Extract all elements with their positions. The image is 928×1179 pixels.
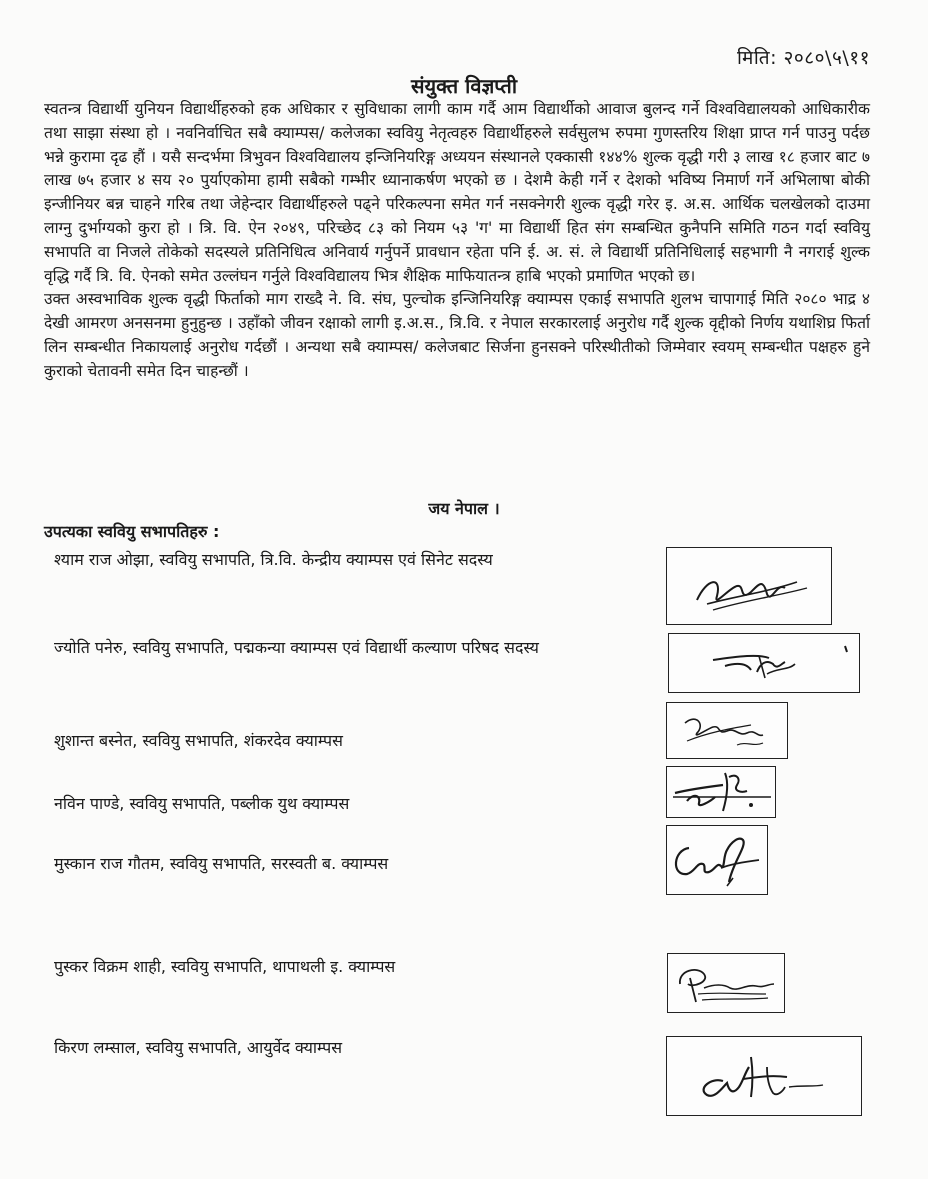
signatory-line-3: शुशान्त बस्नेत, स्ववियु सभापति, शंकरदेव क्याम्पस xyxy=(54,731,343,750)
signatories-heading: उपत्यका स्ववियु सभापतिहरु : xyxy=(44,522,220,541)
signatory-line-6: पुस्कर विक्रम शाही, स्ववियु सभापति, थापाथली इ. क्याम्पस xyxy=(54,957,396,976)
closing-salutation: जय नेपाल । xyxy=(428,499,500,518)
signature-4 xyxy=(667,767,775,817)
signature-3 xyxy=(667,703,787,758)
signature-6 xyxy=(668,954,784,1012)
signature-7 xyxy=(667,1037,861,1115)
signatory-line-2: ज्योति पनेरु, स्ववियु सभापति, पद्मकन्या क्याम्पस एवं विद्यार्थी कल्याण परिषद सदस्य xyxy=(54,638,539,657)
signature-box-3 xyxy=(666,702,788,759)
statement-paragraph-1: स्वतन्त्र विद्यार्थी युनियन विद्यार्थीहरुको हक अधिकार र सुविधाका लागी काम गर्दै आम विद्यार्थीको आवाज बुलन्द गर्ने विश्वविद्यालयको आधिकारीक तथा साझा संस्था हो । नवनिर्वाचित सबै क्याम्पस/ कलेजका स्ववियु नेतृत्वहरु विद्यार्थीहरुले सर्वसुलभ रुपमा गुणस्तरिय शिक्षा प्राप्त गर्न पाउनु पर्दछ भन्ने कुरामा दृढ हौं । यसै सन्दर्भमा त्रिभुवन विश्वविद्यालय इन्जिनियरिङ्ग अध्ययन संस्थानले एक्कासी १४४% शुल्क वृद्धी गरी ३ लाख १८ हजार बाट ७ लाख ७५ हजार ४ सय २० पुर्याएकोमा हामी सबैको गम्भीर ध्यानाकर्षण भएको छ । देशमै केही गर्ने र देशको भविष्य निमार्ण गर्ने अभिलाषा बोकी इन्जीनियर बन्न चाहने गरिब तथा जेहेन्दार विद्यार्थीहरुले पढ्ने परिकल्पना समेत गर्न नसक्नेगरी शुल्क वृद्धी गरेर इ. अ.स. आर्थिक चलखेलको दाउमा लाग्नु दुर्भाग्यको कुरा हो । त्रि. वि. ऐन २०४९, परिच्छेद ८३ को नियम ५३ 'ग' मा विद्यार्थी हित संग सम्बन्धित कुनैपनि समिति गठन गर्दा स्ववियु सभापति वा निजले तोकेको सदस्यले प्रतिनिधित्व अनिवार्य गर्नुपर्ने प्रावधान रहेता पनि ई. अ. सं. ले विद्यार्थी प्रतिनिधिलाई सहभागी नै नगराई शुल्क वृद्धि गर्दै त्रि. वि. ऐनको समेत उल्लंघन गर्नुले विश्वविद्यालय भित्र शैक्षिक माफियातन्त्र हाबि भएको प्रमाणित भएको छ। xyxy=(44,100,870,285)
signature-2 xyxy=(669,634,859,692)
signature-box-2 xyxy=(668,633,860,693)
signatory-line-4: नविन पाण्डे, स्ववियु सभापति, पब्लीक युथ क्याम्पस xyxy=(54,794,350,813)
signature-box-1 xyxy=(666,547,832,625)
signatory-line-5: मुस्कान राज गौतम, स्ववियु सभापति, सरस्वती ब. क्याम्पस xyxy=(54,854,389,873)
signature-5 xyxy=(667,826,767,894)
signature-box-5 xyxy=(666,825,768,895)
signature-box-4 xyxy=(666,766,776,818)
signatory-line-7: किरण लम्साल, स्ववियु सभापति, आयुर्वेद क्याम्पस xyxy=(54,1038,343,1057)
signature-1 xyxy=(667,548,831,624)
statement-body xyxy=(44,98,870,384)
statement-paragraph-2: उक्त अस्वभाविक शुल्क वृद्धी फिर्ताको माग राख्दै ने. वि. संघ, पुल्चोक इन्जिनियरिङ्ग क्याम्पस एकाई सभापति शुलभ चापागाई मिति २०८० भाद्र ४ देखी आमरण अनसनमा हुनुहुन्छ । उहाँको जीवन रक्षाको लागी इ.अ.स., त्रि.वि. र नेपाल सरकारलाई अनुरोध गर्दै शुल्क वृद्दीको निर्णय यथाशिघ्र फिर्ता लिन सम्बन्धीत निकायलाई अनुरोध गर्दछौं । अन्यथा सबै क्याम्पस/ कलेजबाट सिर्जना हुनसक्ने परिस्थीतीको जिम्मेवार स्वयम् सम्बन्धीत पक्षहरु हुने कुराको चेतावनी समेत दिन चाहन्छौं । xyxy=(44,290,870,380)
signature-box-7 xyxy=(666,1036,862,1116)
signature-box-6 xyxy=(667,953,785,1013)
signatory-line-1: श्याम राज ओझा, स्ववियु सभापति, त्रि.वि. केन्द्रीय क्याम्पस एवं सिनेट सदस्य xyxy=(54,550,493,569)
document-date: मिति: २०८०\५\११ xyxy=(737,47,870,69)
document-title: संयुक्त विज्ञप्ती xyxy=(410,74,518,98)
